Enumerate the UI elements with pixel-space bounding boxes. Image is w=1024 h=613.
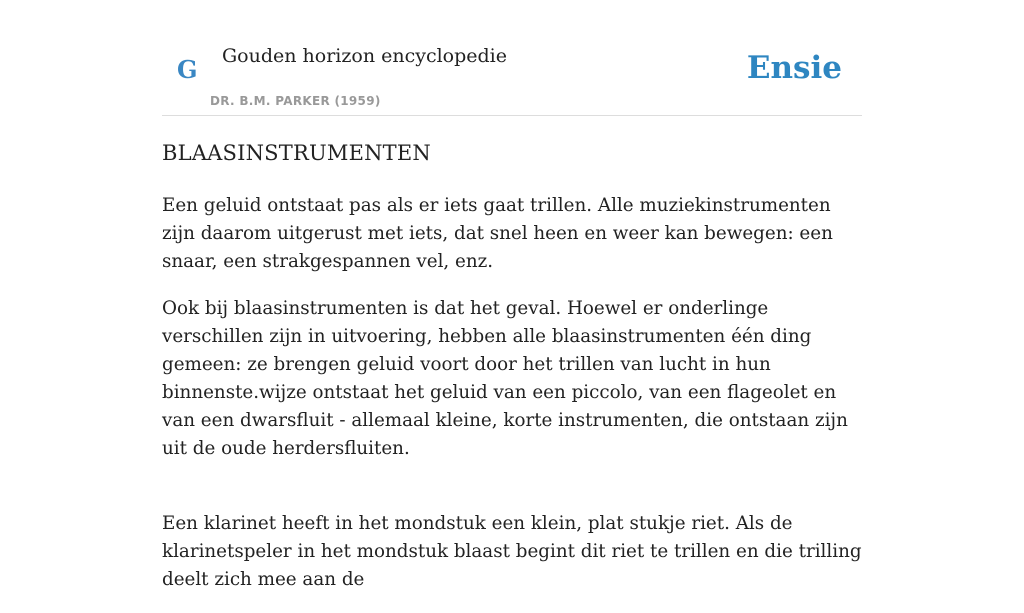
page <box>162 0 862 590</box>
article-paragraph: Ook bij blaasinstrumenten is dat het geval. Hoewel er onderlinge verschillen zijn in uitvoering, hebben alle blaasinstrumenten één ding gemeen: ze brengen geluid voort door het trillen van lucht in hun binnenste.wijze ontstaat het geluid van een piccolo, van een flageolet en van een dwarsfluit - allemaal kleine, korte instrumenten, die ontstaan zijn uit de oude herdersfluiten. <box>162 298 848 459</box>
article-body <box>162 192 862 613</box>
article-paragraph: Een klarinet heeft in het mondstuk een klein, plat stukje riet. Als de klarinetspeler in het mondstuk blaast begint dit riet te trillen en die trilling deelt zich mee aan de <box>162 513 862 590</box>
book-title[interactable]: Gouden horizon encyclopedie <box>222 45 507 67</box>
article-paragraph: Een geluid ontstaat pas als er iets gaat trillen. Alle muziekinstrumenten zijn daarom uitgerust met iets, dat snel heen en weer kan bewegen: een snaar, een strakgespannen vel, enz. <box>162 195 833 272</box>
brand-logo-link[interactable]: Ensie <box>746 50 842 86</box>
header <box>162 0 862 116</box>
article-title: BLAASINSTRUMENTEN <box>162 141 431 165</box>
book-author: DR. B.M. PARKER (1959) <box>210 94 381 108</box>
book-logo[interactable]: G <box>177 55 198 84</box>
